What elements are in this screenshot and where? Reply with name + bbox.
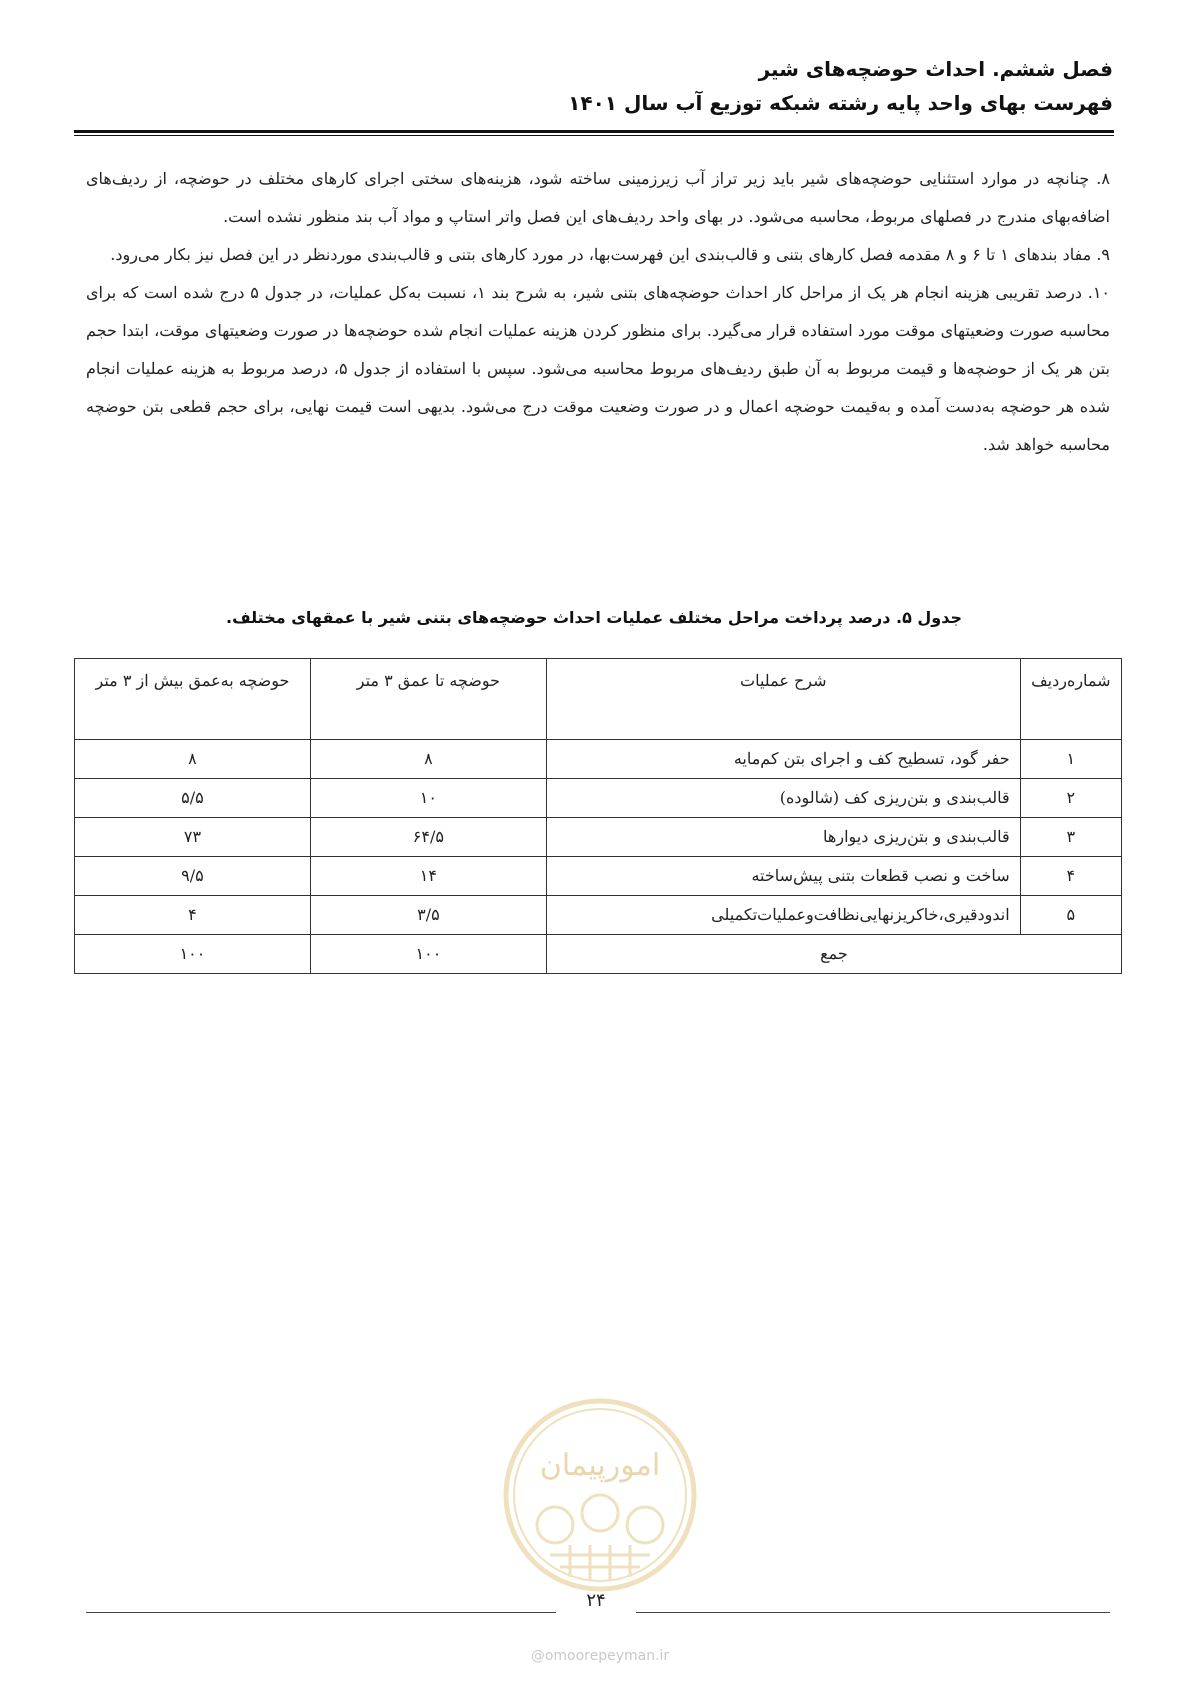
row-number: ۳	[1020, 818, 1121, 857]
table-header-row	[75, 659, 1122, 740]
page-number: ۲۴	[586, 1590, 606, 1611]
paragraph-9: ۹. مفاد بندهای ۱ تا ۶ و ۸ مقدمه فصل کارهای بتنی و قالب‌بندی این فهرست‌بها، در مورد کارهای بتنی و قالب‌بندی موردنظر در این فصل نیز بکار می‌رود.	[110, 245, 1110, 264]
header-description: شرح عملیات	[546, 659, 1020, 740]
body-text	[86, 160, 1110, 464]
row-description: ساخت و نصب قطعات بتنی پیش‌ساخته	[546, 857, 1020, 896]
header-depth-more-3: حوضچه به‌عمق بیش از ۳ متر	[75, 659, 311, 740]
row-upto-3: ۳/۵	[310, 896, 546, 935]
row-upto-3: ۸	[310, 740, 546, 779]
row-number: ۵	[1020, 896, 1121, 935]
row-upto-3: ۶۴/۵	[310, 818, 546, 857]
row-upto-3: ۱۰	[310, 779, 546, 818]
seal-logo	[500, 1395, 700, 1595]
table-row	[75, 818, 1122, 857]
row-upto-3: ۱۴	[310, 857, 546, 896]
table-row	[75, 779, 1122, 818]
row-number: ۴	[1020, 857, 1121, 896]
row-description: اندودقیری،خاکریزنهایی‌نظافت‌وعملیات‌تکمیلی	[546, 896, 1020, 935]
footer-rule-left	[86, 1612, 556, 1613]
row-more-3: ۸	[75, 740, 311, 779]
total-label: جمع	[546, 935, 1121, 974]
header-rule-thin	[74, 135, 1114, 136]
row-description: قالب‌بندی و بتن‌ریزی دیوارها	[546, 818, 1020, 857]
table-row	[75, 857, 1122, 896]
chapter-title: فصل ششم. احداث حوضچه‌های شیر	[758, 57, 1113, 81]
seal-text: امورپیمان	[539, 1448, 661, 1483]
row-more-3: ۵/۵	[75, 779, 311, 818]
row-description: حفر گود، تسطیح کف و اجرای بتن کم‌مایه	[546, 740, 1020, 779]
header-row-number: شماره‌ردیف	[1020, 659, 1121, 740]
row-more-3: ۴	[75, 896, 311, 935]
table-title: جدول ۵. درصد پرداخت مراحل مختلف عملیات احداث حوضچه‌های بتنی شیر با عمقهای مختلف.	[226, 608, 962, 627]
page-header	[73, 52, 1113, 120]
row-more-3: ۷۳	[75, 818, 311, 857]
row-description: قالب‌بندی و بتن‌ریزی کف (شالوده)	[546, 779, 1020, 818]
paragraph-10: ۱۰. درصد تقریبی هزینه انجام هر یک از مراحل کار احداث حوضچه‌های بتنی شیر، به شرح بند ۱، نسبت به‌کل عملیات، در جدول ۵ درج شده است که برای محاسبه صورت وضعیتهای موقت مورد استفاده قرار می‌گیرد. برای منظور کردن هزینه عملیات انجام شده حوضچه‌ها در صورت وضعیتهای موقت، ابتدا حجم بتن هر یک از حوضچه‌ها و قیمت مربوط به آن طبق ردیف‌های مربوط محاسبه می‌شود. سپس با استفاده از جدول ۵، درصد مربوط به هزینه عملیات انجام شده هر حوضچه به‌دست آمده و به‌قیمت حوضچه اعمال و در صورت وضعیت موقت درج می‌شود. بدیهی است قیمت نهایی، برای حجم قطعی بتن حوضچه محاسبه خواهد شد.	[86, 283, 1111, 454]
paragraph-8: ۸. چنانچه در موارد استثنایی حوضچه‌های شیر باید زیر تراز آب زیرزمینی ساخته شود، هزینه‌های سختی اجرای کارهای مختلف در حوضچه، از ردیف‌های اضافه‌بهای مندرج در فصلهای مربوط، محاسبه می‌شود. در بهای واحد ردیف‌های این فصل واتر استاپ و مواد آب بند منظور نشده است.	[86, 169, 1110, 226]
document-title: فهرست بهای واحد پایه رشته شبکه توزیع آب سال ۱۴۰۱	[568, 91, 1113, 115]
header-rule	[74, 130, 1114, 133]
site-watermark: @omoorepeyman.ir	[530, 1648, 670, 1664]
row-number: ۲	[1020, 779, 1121, 818]
row-more-3: ۹/۵	[75, 857, 311, 896]
total-upto-3: ۱۰۰	[310, 935, 546, 974]
row-number: ۱	[1020, 740, 1121, 779]
total-more-3: ۱۰۰	[75, 935, 311, 974]
table-row	[75, 896, 1122, 935]
table-row	[75, 740, 1122, 779]
table-total-row	[75, 935, 1122, 974]
operations-table	[74, 658, 1122, 974]
header-depth-upto-3: حوضچه تا عمق ۳ متر	[310, 659, 546, 740]
footer-rule-right	[636, 1612, 1110, 1613]
